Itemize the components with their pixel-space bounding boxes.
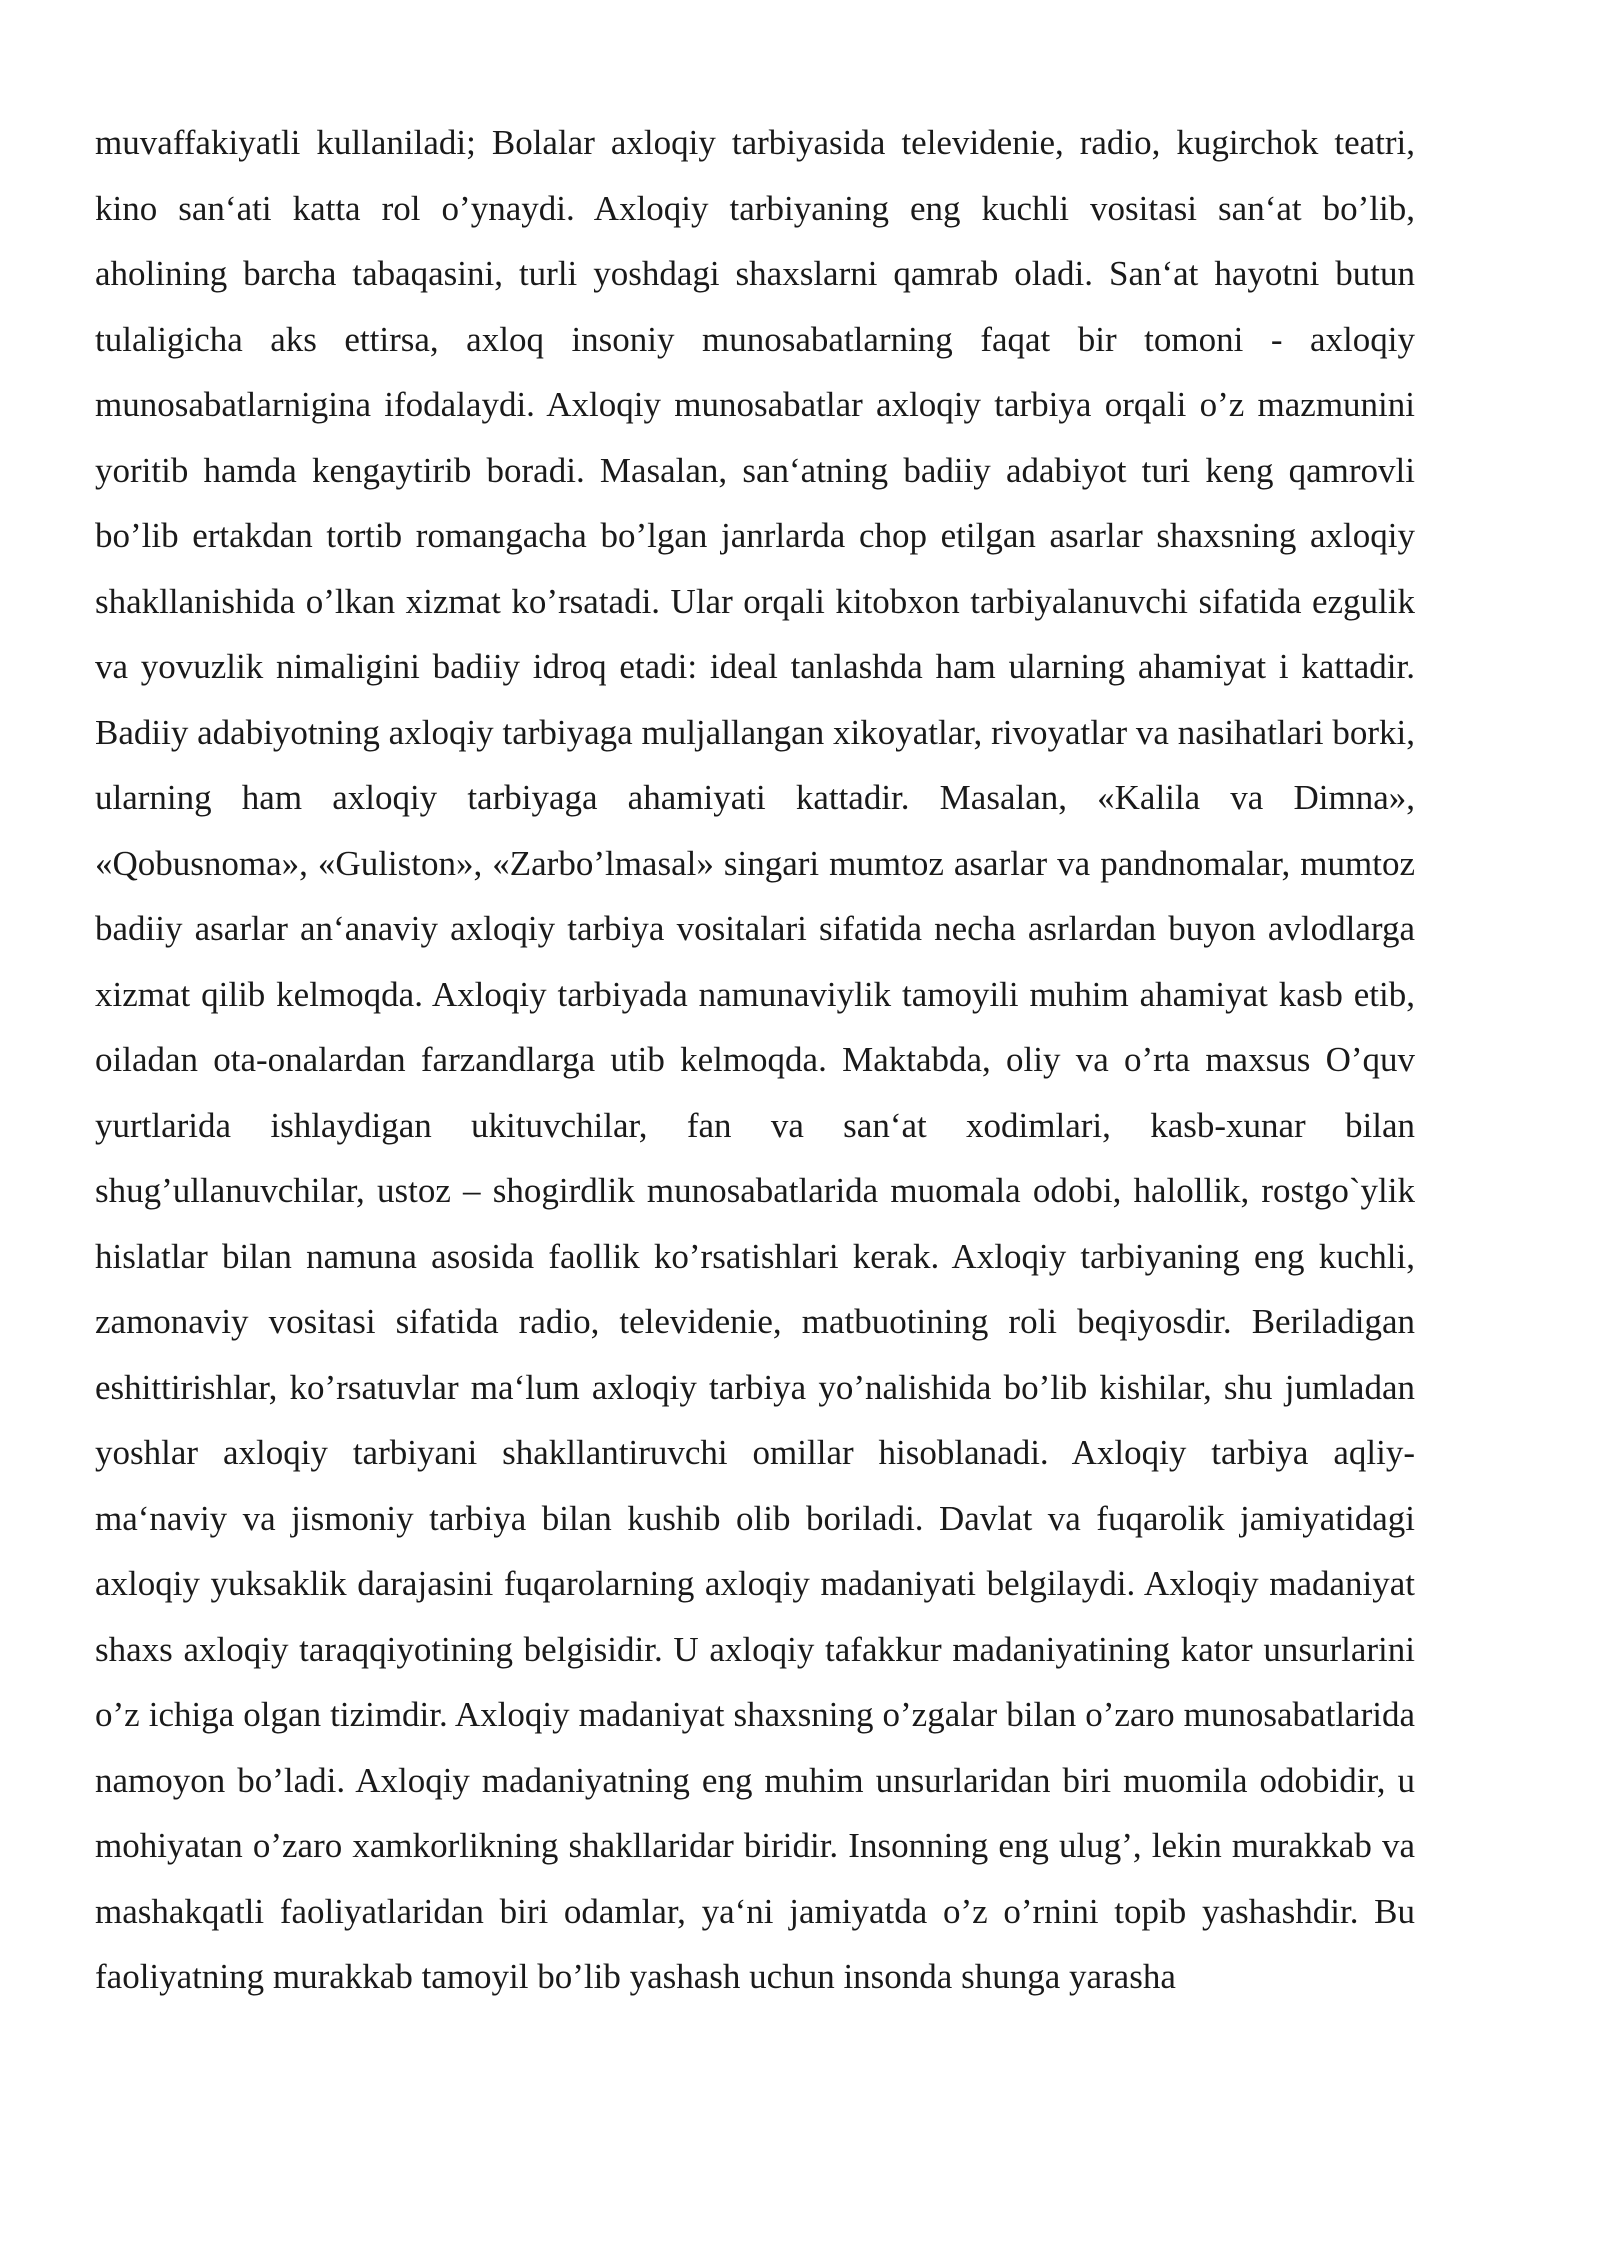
document-page xyxy=(95,110,1415,2010)
body-paragraph: muvaffakiyatli kullaniladi; Bolalar axloqiy tarbiyasida televidenie, radio, kugirchok teatri, kino san‘ati katta rol o’ynaydi. Axloqiy tarbiyaning eng kuchli vositasi san‘at bo’lib, aholining barcha tabaqasini, turli yoshdagi shaxslarni qamrab oladi. San‘at hayotni butun tulaligicha aks ettirsa, axloq insoniy munosabatlarning faqat bir tomoni - axloqiy munosabatlarnigina ifodalaydi. Axloqiy munosabatlar axloqiy tarbiya orqali o’z mazmunini yoritib hamda kengaytirib boradi. Masalan, san‘atning badiiy adabiyot turi keng qamrovli bo’lib ertakdan tortib romangacha bo’lgan janrlarda chop etilgan asarlar shaxsning axloqiy shakllanishida o’lkan xizmat ko’rsatadi. Ular orqali kitobxon tarbiyalanuvchi sifatida ezgulik va yovuzlik nimaligini badiiy idroq etadi: ideal tanlashda ham ularning ahamiyat i kattadir. Badiiy adabiyotning axloqiy tarbiyaga muljallangan xikoyatlar, rivoyatlar va nasihatlari borki, ularning ham axloqiy tarbiyaga ahamiyati kattadir. Masalan, «Kalila va Dimna», «Qobusnoma», «Guliston», «Zarbo’lmasal» singari mumtoz asarlar va pandnomalar, mumtoz badiiy asarlar an‘anaviy axloqiy tarbiya vositalari sifatida necha asrlardan buyon avlodlarga xizmat qilib kelmoqda. Axloqiy tarbiyada namunaviylik tamoyili muhim ahamiyat kasb etib, oiladan ota-onalardan farzandlarga utib kelmoqda. Maktabda, oliy va o’rta maxsus O’quv yurtlarida ishlaydigan ukituvchilar, fan va san‘at xodimlari, kasb-xunar bilan shug’ullanuvchilar, ustoz – shogirdlik munosabatlarida muomala odobi, halollik, rostgo`ylik hislatlar bilan namuna asosida faollik ko’rsatishlari kerak. Axloqiy tarbiyaning eng kuchli, zamonaviy vositasi sifatida radio, televidenie, matbuotining roli beqiyosdir. Beriladigan eshittirishlar, ko’rsatuvlar ma‘lum axloqiy tarbiya yo’nalishida bo’lib kishilar, shu jumladan yoshlar axloqiy tarbiyani shakllantiruvchi omillar hisoblanadi. Axloqiy tarbiya aqliy-ma‘naviy va jismoniy tarbiya bilan kushib olib boriladi. Davlat va fuqarolik jamiyatidagi axloqiy yuksaklik darajasini fuqarolarning axloqiy madaniyati belgilaydi. Axloqiy madaniyat shaxs axloqiy taraqqiyotining belgisidir. U axloqiy tafakkur madaniyatining kator unsurlarini o’z ichiga olgan tizimdir. Axloqiy madaniyat shaxsning o’zgalar bilan o’zaro munosabatlarida namoyon bo’ladi. Axloqiy madaniyatning eng muhim unsurlaridan biri muomila odobidir, u mohiyatan o’zaro xamkorlikning shakllaridar biridir. Insonning eng ulug’, lekin murakkab va mashakqatli faoliyatlaridan biri odamlar, ya‘ni jamiyatda o’z o’rnini topib yashashdir. Bu faoliyatning murakkab tamoyil bo’lib yashash uchun insonda shunga yarasha xyxy=(95,123,1415,1996)
